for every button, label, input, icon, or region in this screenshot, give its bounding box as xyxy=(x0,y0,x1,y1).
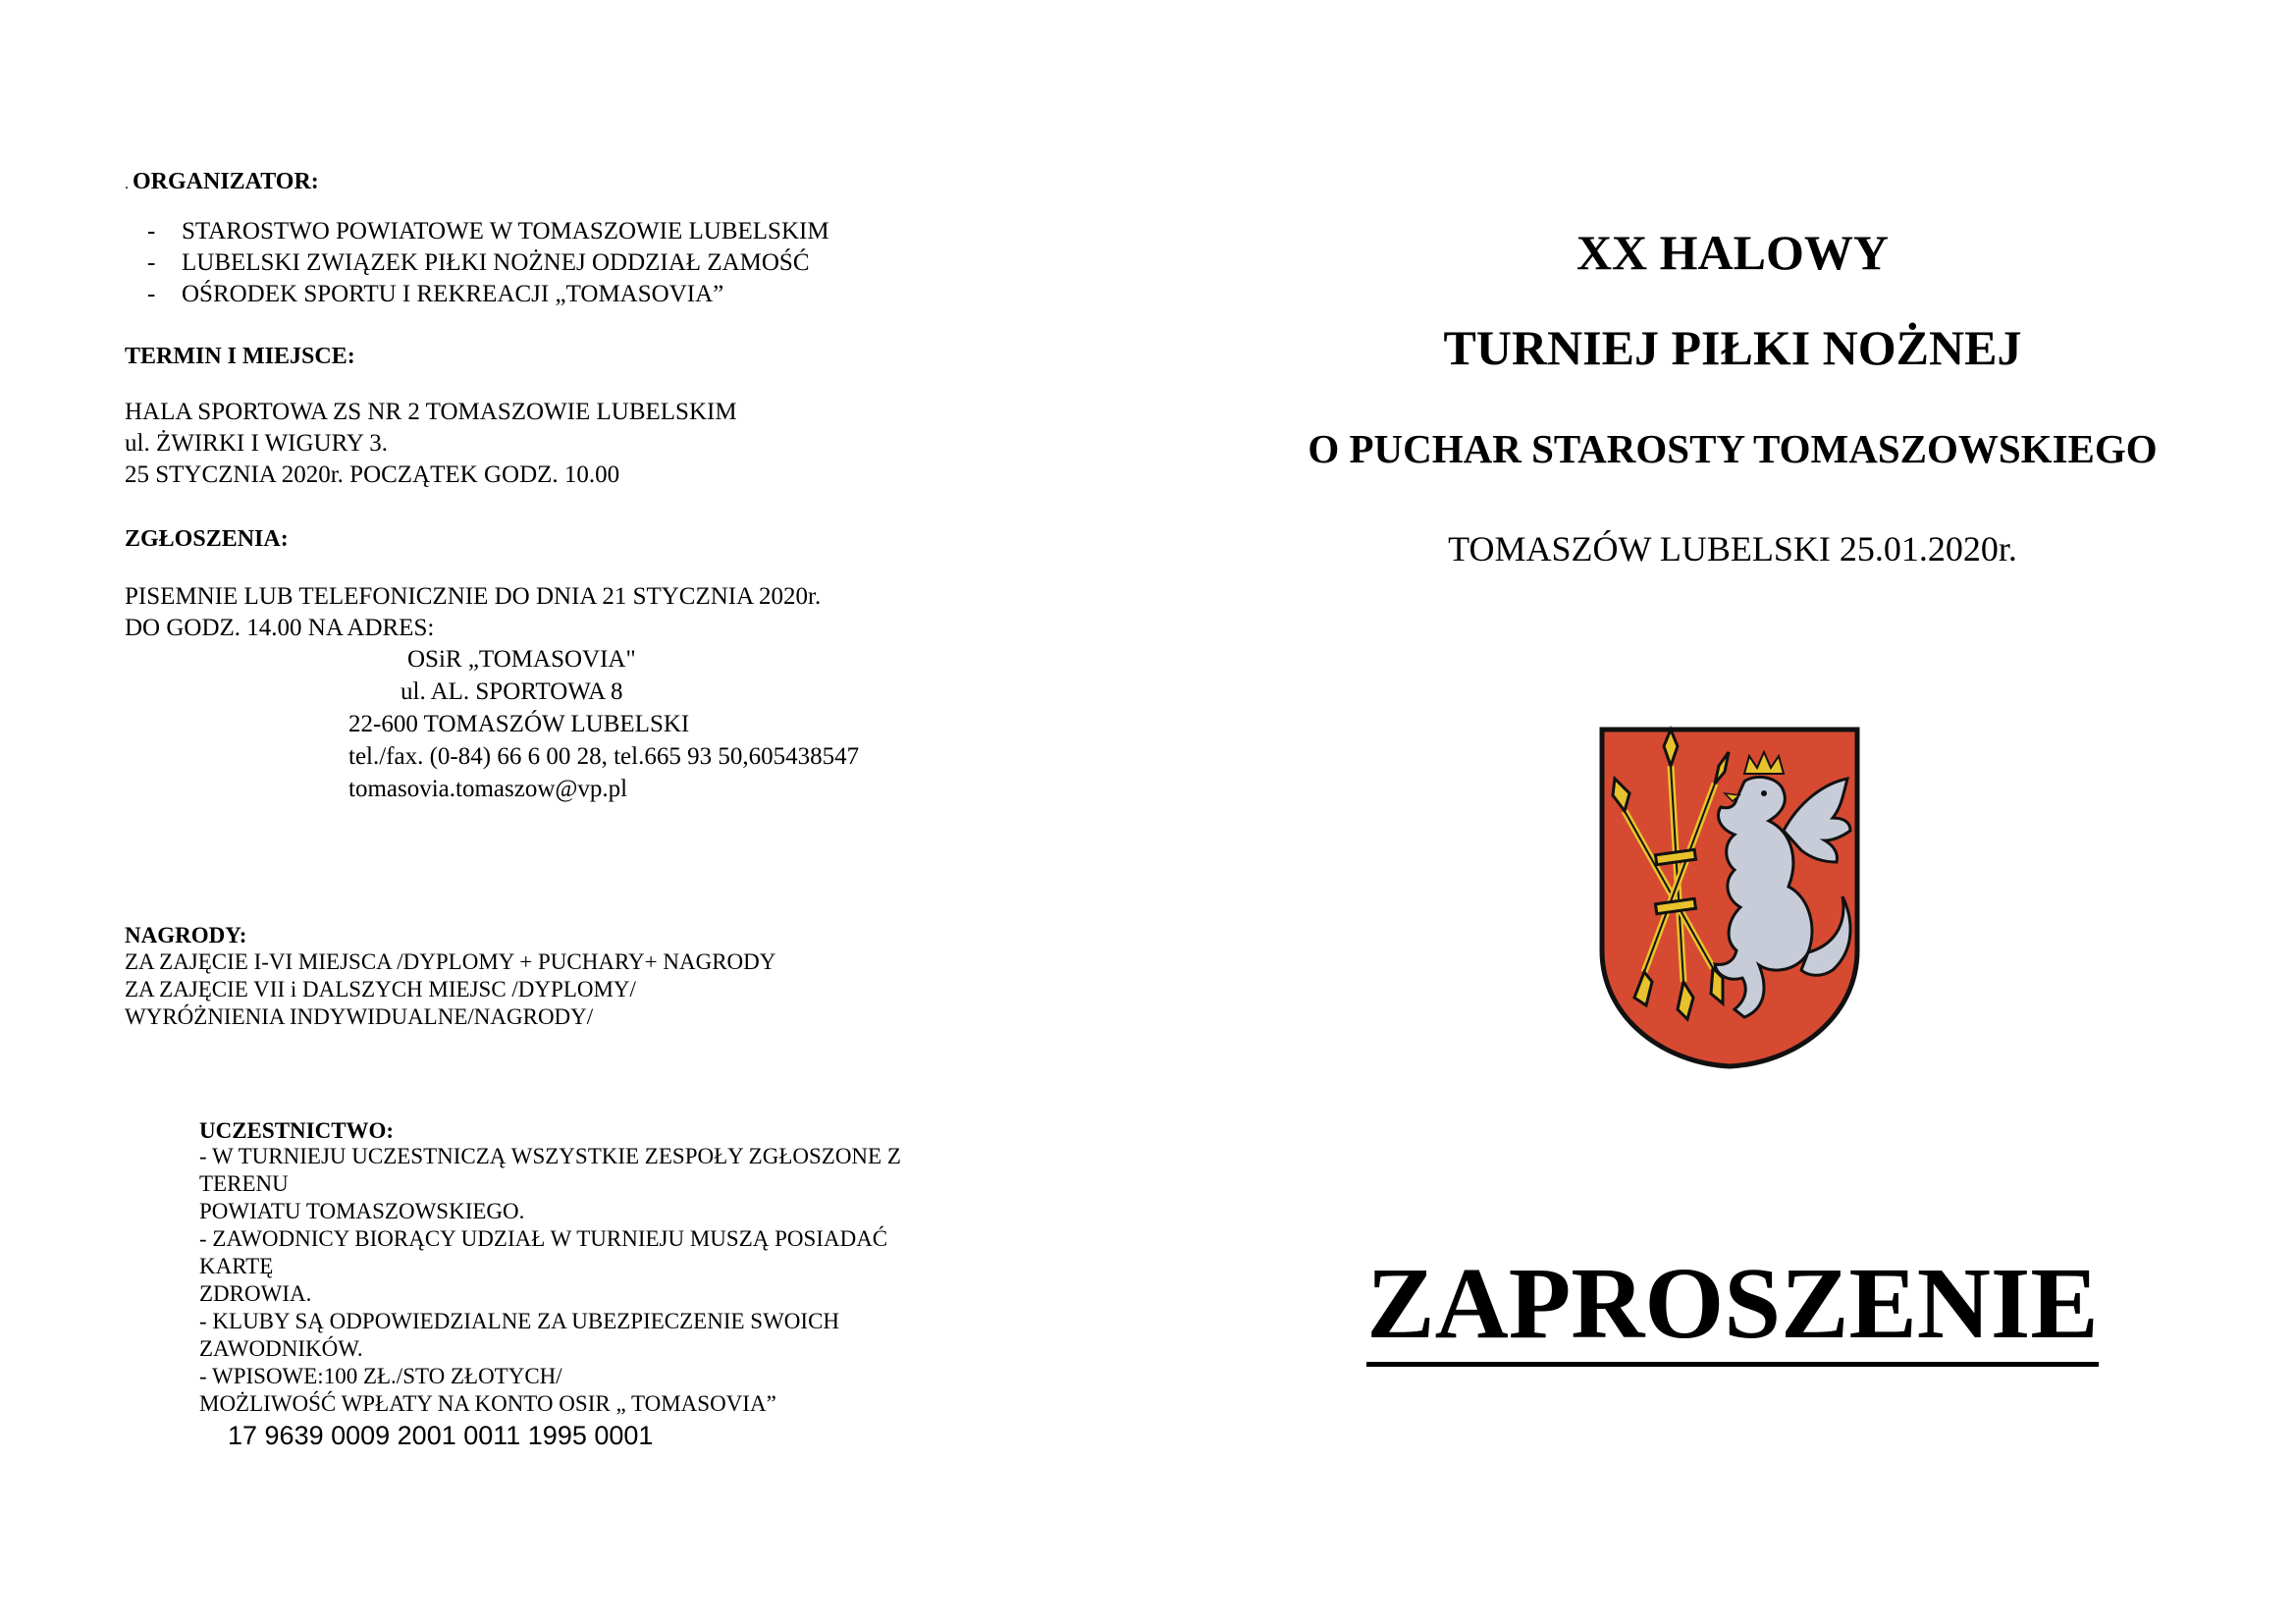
participation-line: ZAWODNIKÓW. xyxy=(199,1336,363,1361)
entries-block xyxy=(125,581,821,644)
organizer-prefix: . xyxy=(125,176,133,192)
participation-line: - KLUBY SĄ ODPOWIEDZIALNE ZA UBEZPIECZENIE SWOICH xyxy=(199,1309,840,1333)
address-email: tomasovia.tomaszow@vp.pl xyxy=(348,776,628,802)
organizer-heading-text: ORGANIZATOR: xyxy=(133,169,319,194)
coat-of-arms xyxy=(1597,725,1862,1070)
place-date: TOMASZÓW LUBELSKI 25.01.2020r. xyxy=(1448,529,2017,568)
coat-of-arms-icon xyxy=(1597,725,1862,1070)
prizes-line: ZA ZAJĘCIE VII i DALSZYCH MIEJSC /DYPLOMY/ xyxy=(125,977,636,1001)
organizer-heading xyxy=(125,167,319,199)
organizer-item-text: STAROSTWO POWIATOWE W TOMASZOWIE LUBELSKIM xyxy=(182,218,829,244)
invitation-title xyxy=(1247,1245,2218,1367)
participation-line: ZDROWIA. xyxy=(199,1281,312,1306)
participation-line: MOŻLIWOŚĆ WPŁATY NA KONTO OSIR „ TOMASOVIA” xyxy=(199,1391,776,1416)
entries-line: DO GODZ. 14.00 NA ADRES: xyxy=(125,615,435,641)
entries-heading: ZGŁOSZENIA: xyxy=(125,526,289,552)
list-dash: - xyxy=(147,249,156,276)
address-street: ul. AL. SPORTOWA 8 xyxy=(400,678,623,705)
list-dash: - xyxy=(147,218,156,244)
term-block xyxy=(125,397,737,491)
participation-line: - WPISOWE:100 ZŁ./STO ZŁOTYCH/ xyxy=(199,1364,562,1388)
participation-heading: UCZESTNICTWO: xyxy=(199,1118,395,1143)
list-dash: - xyxy=(147,281,156,307)
prizes-block xyxy=(125,948,775,1031)
account-number: 17 9639 0009 2001 0011 1995 0001 xyxy=(228,1421,654,1450)
title-line-3: O PUCHAR STAROSTY TOMASZOWSKIEGO xyxy=(1308,426,2158,471)
organizer-item-text: LUBELSKI ZWIĄZEK PIŁKI NOŻNEJ ODDZIAŁ ZAMOŚĆ xyxy=(182,249,810,276)
prizes-line: WYRÓŻNIENIA INDYWIDUALNE/NAGRODY/ xyxy=(125,1004,594,1029)
participation-line: - W TURNIEJU UCZESTNICZĄ WSZYSTKIE ZESPOŁY ZGŁOSZONE Z xyxy=(199,1144,901,1168)
title-line-1: XX HALOWY xyxy=(1575,225,1890,280)
entries-line: PISEMNIE LUB TELEFONICZNIE DO DNIA 21 STYCZNIA 2020r. xyxy=(125,583,822,610)
address-city: 22-600 TOMASZÓW LUBELSKI xyxy=(348,711,690,737)
prizes-line: ZA ZAJĘCIE I-VI MIEJSCA /DYPLOMY + PUCHARY+ NAGRODY xyxy=(125,949,776,974)
invitation-text: ZAPROSZENIE xyxy=(1366,1250,2099,1367)
organizer-item-text: OŚRODEK SPORTU I REKREACJI „TOMASOVIA” xyxy=(182,281,724,307)
title-line-2: TURNIEJ PIŁKI NOŻNEJ xyxy=(1443,320,2022,375)
participation-line: - ZAWODNICY BIORĄCY UDZIAŁ W TURNIEJU MUSZĄ POSIADAĆ xyxy=(199,1226,888,1251)
participation-block xyxy=(199,1143,901,1418)
term-line: 25 STYCZNIA 2020r. POCZĄTEK GODZ. 10.00 xyxy=(125,461,620,488)
participation-line: TERENU xyxy=(199,1171,289,1196)
participation-line: KARTĘ xyxy=(199,1254,274,1278)
prizes-heading: NAGRODY: xyxy=(125,923,247,947)
participation-line: POWIATU TOMASZOWSKIEGO. xyxy=(199,1199,525,1223)
term-heading: TERMIN I MIEJSCE: xyxy=(125,344,355,369)
term-line: HALA SPORTOWA ZS NR 2 TOMASZOWIE LUBELSKIM xyxy=(125,399,737,425)
address-name: OSiR „TOMASOVIA" xyxy=(407,646,636,673)
address-phone: tel./fax. (0-84) 66 6 00 28, tel.665 93 50,605438547 xyxy=(348,743,860,770)
term-line: ul. ŻWIRKI I WIGURY 3. xyxy=(125,430,389,457)
